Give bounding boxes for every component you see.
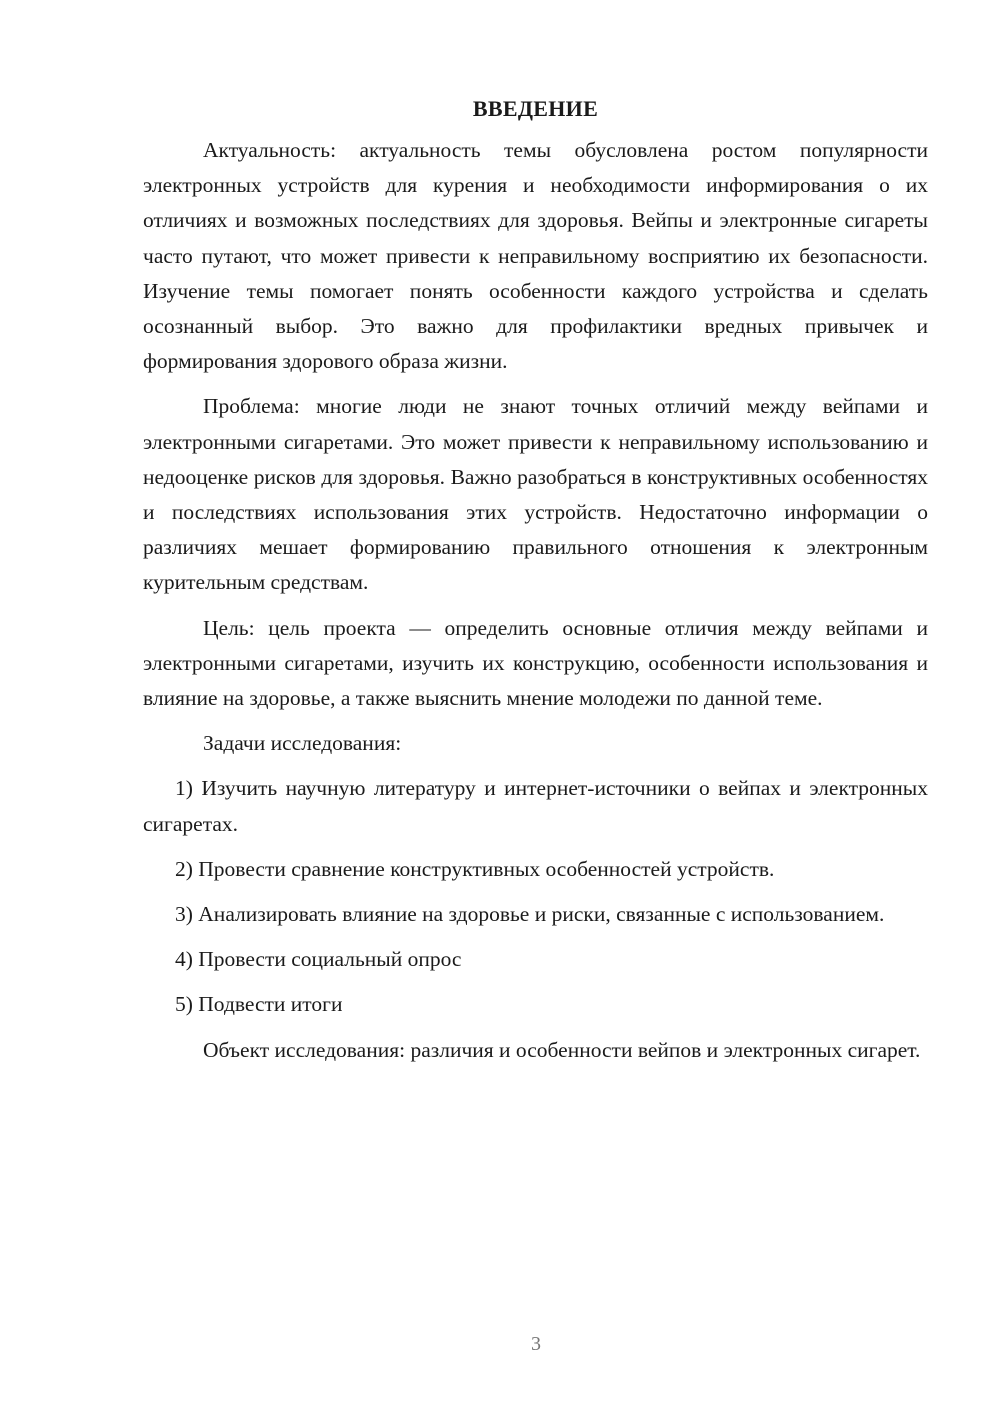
task-item-2: 2) Провести сравнение конструктивных особенностей устройств. <box>175 856 775 881</box>
paragraph-object: Объект исследования: различия и особенности вейпов и электронных сигарет. <box>203 1037 921 1062</box>
paragraph-relevance: Актуальность: актуальность темы обусловлена ростом популярности электронных устройств для курения и необходимости информирования о их отличиях и возможных последствиях для здоровья. Вейпы и электронные сигареты часто путают, что может привести к неправильному восприятию их безопасности. Изучение темы помогает понять особенности каждого устройства и сделать осознанный выбор. Это важно для профилактики вредных привычек и формирования здорового образа жизни. <box>143 138 928 374</box>
page-number: 3 <box>531 1333 541 1355</box>
paragraph-goal: Цель: цель проекта — определить основные отличия между вейпами и электронными сигаретами, изучить их конструкцию, особенности использования и влияние на здоровье, а также выяснить мнение молодежи по данной теме. <box>143 615 928 711</box>
document-page <box>143 92 928 1078</box>
task-item-1: 1) Изучить научную литературу и интернет-источники о вейпах и электронных сигаретах. <box>143 776 928 836</box>
task-item-5: 5) Подвести итоги <box>175 992 343 1017</box>
paragraph-problem: Проблема: многие люди не знают точных отличий между вейпами и электронными сигаретами. Это может привести к неправильному использованию и недооценке рисков для здоровья. Важно разобраться в конструктивных особенностях и последствиях использования этих устройств. Недостаточно информации о различиях мешает формированию правильного отношения к электронным курительным средствам. <box>143 394 928 595</box>
task-item-4: 4) Провести социальный опрос <box>175 947 462 972</box>
task-item-3: 3) Анализировать влияние на здоровье и риски, связанные с использованием. <box>175 902 885 927</box>
section-title: ВВЕДЕНИЕ <box>472 96 599 121</box>
tasks-heading: Задачи исследования: <box>203 731 402 756</box>
